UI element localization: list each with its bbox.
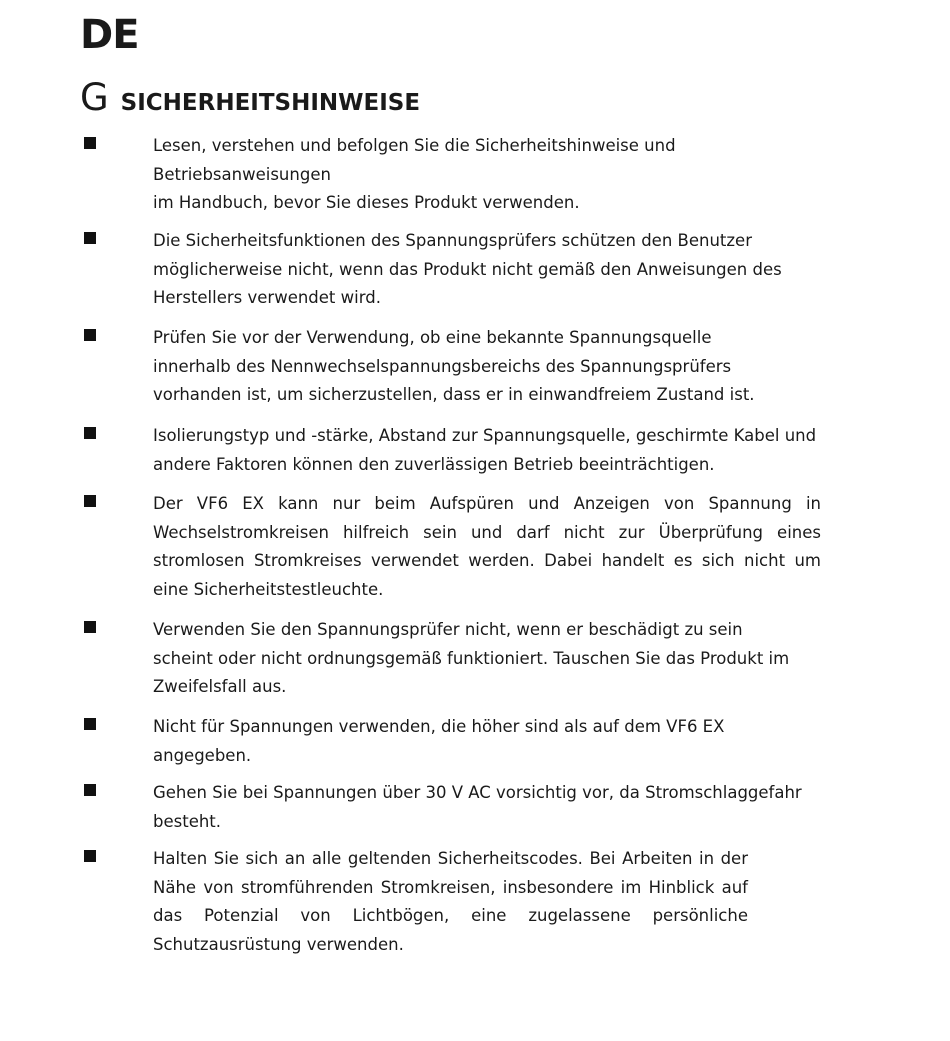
square-bullet-icon [84,232,96,244]
square-bullet-icon [84,427,96,439]
square-bullet-icon [84,495,96,507]
square-bullet-icon [84,718,96,730]
square-bullet-icon [84,850,96,862]
list-item-text: Halten Sie sich an alle geltenden Sicherheitscodes. Bei Arbeiten in der Nähe von stromführenden Stromkreisen, insbesondere im Hinblick auf das Potenzial von Lichtbögen, eine zugelassene persönliche Schutzausrüstung verwenden. [153,849,748,955]
list-item-text: Nicht für Spannungen verwenden, die höher sind als auf dem VF6 EX angegeben. [153,717,725,765]
language-code: DE [80,12,139,58]
square-bullet-icon [84,137,96,149]
list-item-text: Die Sicherheitsfunktionen des Spannungsprüfers schützen den Benutzer möglicherweise nicht, wenn das Produkt nicht gemäß den Anweisungen des Herstellers verwendet wird. [153,231,782,308]
safety-symbol-glyph: G [80,76,109,119]
list-item-text: Verwenden Sie den Spannungsprüfer nicht, wenn er beschädigt zu sein scheint oder nicht ordnungsgemäß funktioniert. Tauschen Sie das Produkt im Zweifelsfall aus. [153,620,790,697]
list-item-text: Gehen Sie bei Spannungen über 30 V AC vorsichtig vor, da Stromschlaggefahr besteht. [153,783,802,831]
square-bullet-icon [84,784,96,796]
list-item-text: Prüfen Sie vor der Verwendung, ob eine bekannte Spannungsquelle innerhalb des Nennwechselspannungsbereichs des Spannungsprüfers vorhanden ist, um sicherzustellen, dass er in einwandfreiem Zustand ist. [153,328,755,405]
list-item-text: Der VF6 EX kann nur beim Aufspüren und Anzeigen von Spannung in Wechselstromkreisen hilfreich sein und darf nicht zur Überprüfung eines stromlosen Stromkreises verwendet werden. Dabei handelt es sich nicht um eine Sicherheitstestleuchte. [153,494,821,600]
section-heading [80,76,420,120]
square-bullet-icon [84,329,96,341]
list-item-text: Isolierungstyp und -stärke, Abstand zur Spannungsquelle, geschirmte Kabel und andere Faktoren können den zuverlässigen Betrieb beeinträchtigen. [153,426,817,474]
section-title: SICHERHEITSHINWEISE [120,90,421,116]
list-item-text: Lesen, verstehen und befolgen Sie die Sicherheitshinweise und Betriebsanweisungen im Handbuch, bevor Sie dieses Produkt verwenden. [153,136,676,213]
square-bullet-icon [84,621,96,633]
